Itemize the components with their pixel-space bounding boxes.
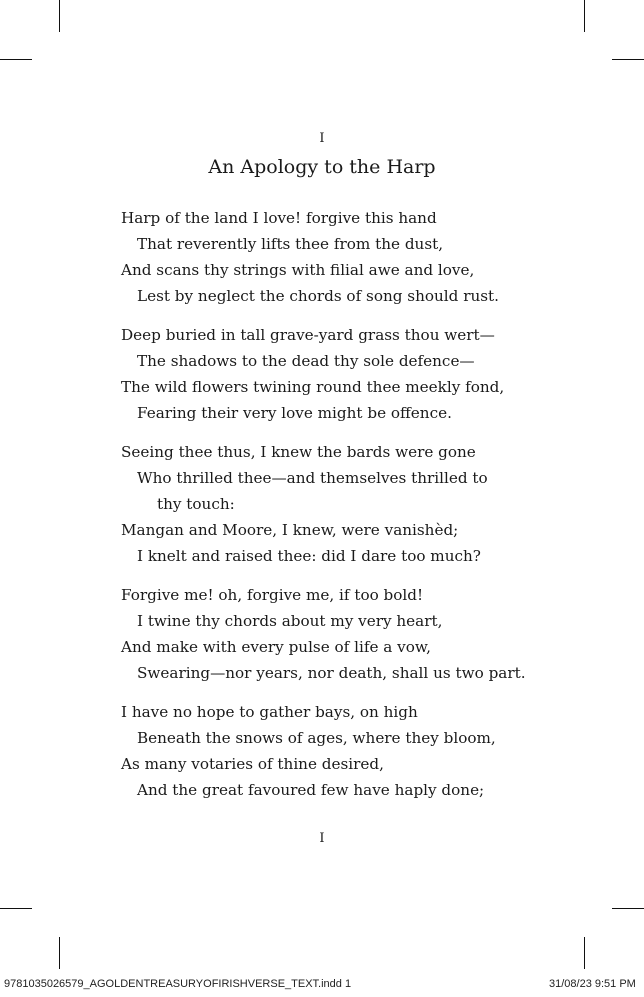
poem-line: Mangan and Moore, I knew, were vanishèd; [121,521,459,539]
poem-line: The wild flowers twining round thee meekly fond, [121,378,505,396]
poem-line: Harp of the land I love! forgive this hand [121,209,437,227]
crop-mark-bottom-right-vertical [584,937,585,969]
poem-line-continuation: thy touch: [157,495,235,513]
poem-line: And the great favoured few have haply done; [137,781,485,799]
poem-line: Lest by neglect the chords of song should rust. [137,287,499,305]
poem-line: That reverently lifts thee from the dust, [137,235,444,253]
poem-line: Who thrilled thee—and themselves thrilled to [137,469,488,487]
crop-mark-bottom-right-horizontal [612,908,644,909]
poem-line: I knelt and raised thee: did I dare too much? [137,547,481,565]
poem-line: And make with every pulse of life a vow, [121,638,431,656]
section-numeral: I [319,131,325,146]
crop-mark-bottom-left-horizontal [0,908,32,909]
crop-mark-bottom-left-vertical [59,937,60,969]
crop-mark-top-right-horizontal [612,59,644,60]
stanza [121,439,631,569]
poem-body [121,205,631,816]
stanza [121,322,631,426]
stanza [121,205,631,309]
stanza [121,582,631,686]
page-number: I [319,831,325,846]
crop-mark-top-right-vertical [584,0,585,32]
slug-file-name: 9781035026579_AGOLDENTREASURYOFIRISHVERSE_TEXT.indd 1 [4,978,352,990]
stanza [121,699,631,803]
poem-line: Forgive me! oh, forgive me, if too bold! [121,586,424,604]
slug-date-time: 31/08/23 9:51 PM [549,978,636,990]
poem-line: Deep buried in tall grave-yard grass thou wert— [121,326,495,344]
crop-mark-top-left-horizontal [0,59,32,60]
poem-line: The shadows to the dead thy sole defence— [137,352,475,370]
poem-line: Beneath the snows of ages, where they bloom, [137,729,496,747]
poem-line: Swearing—nor years, nor death, shall us two part. [137,664,526,682]
crop-mark-top-left-vertical [59,0,60,32]
poem-line: As many votaries of thine desired, [121,755,384,773]
poem-line: Seeing thee thus, I knew the bards were gone [121,443,476,461]
poem-line: And scans thy strings with filial awe and love, [121,261,475,279]
poem-line: Fearing their very love might be offence. [137,404,452,422]
poem-line: I twine thy chords about my very heart, [137,612,443,630]
poem-line: I have no hope to gather bays, on high [121,703,418,721]
poem-title: An Apology to the Harp [208,156,436,178]
